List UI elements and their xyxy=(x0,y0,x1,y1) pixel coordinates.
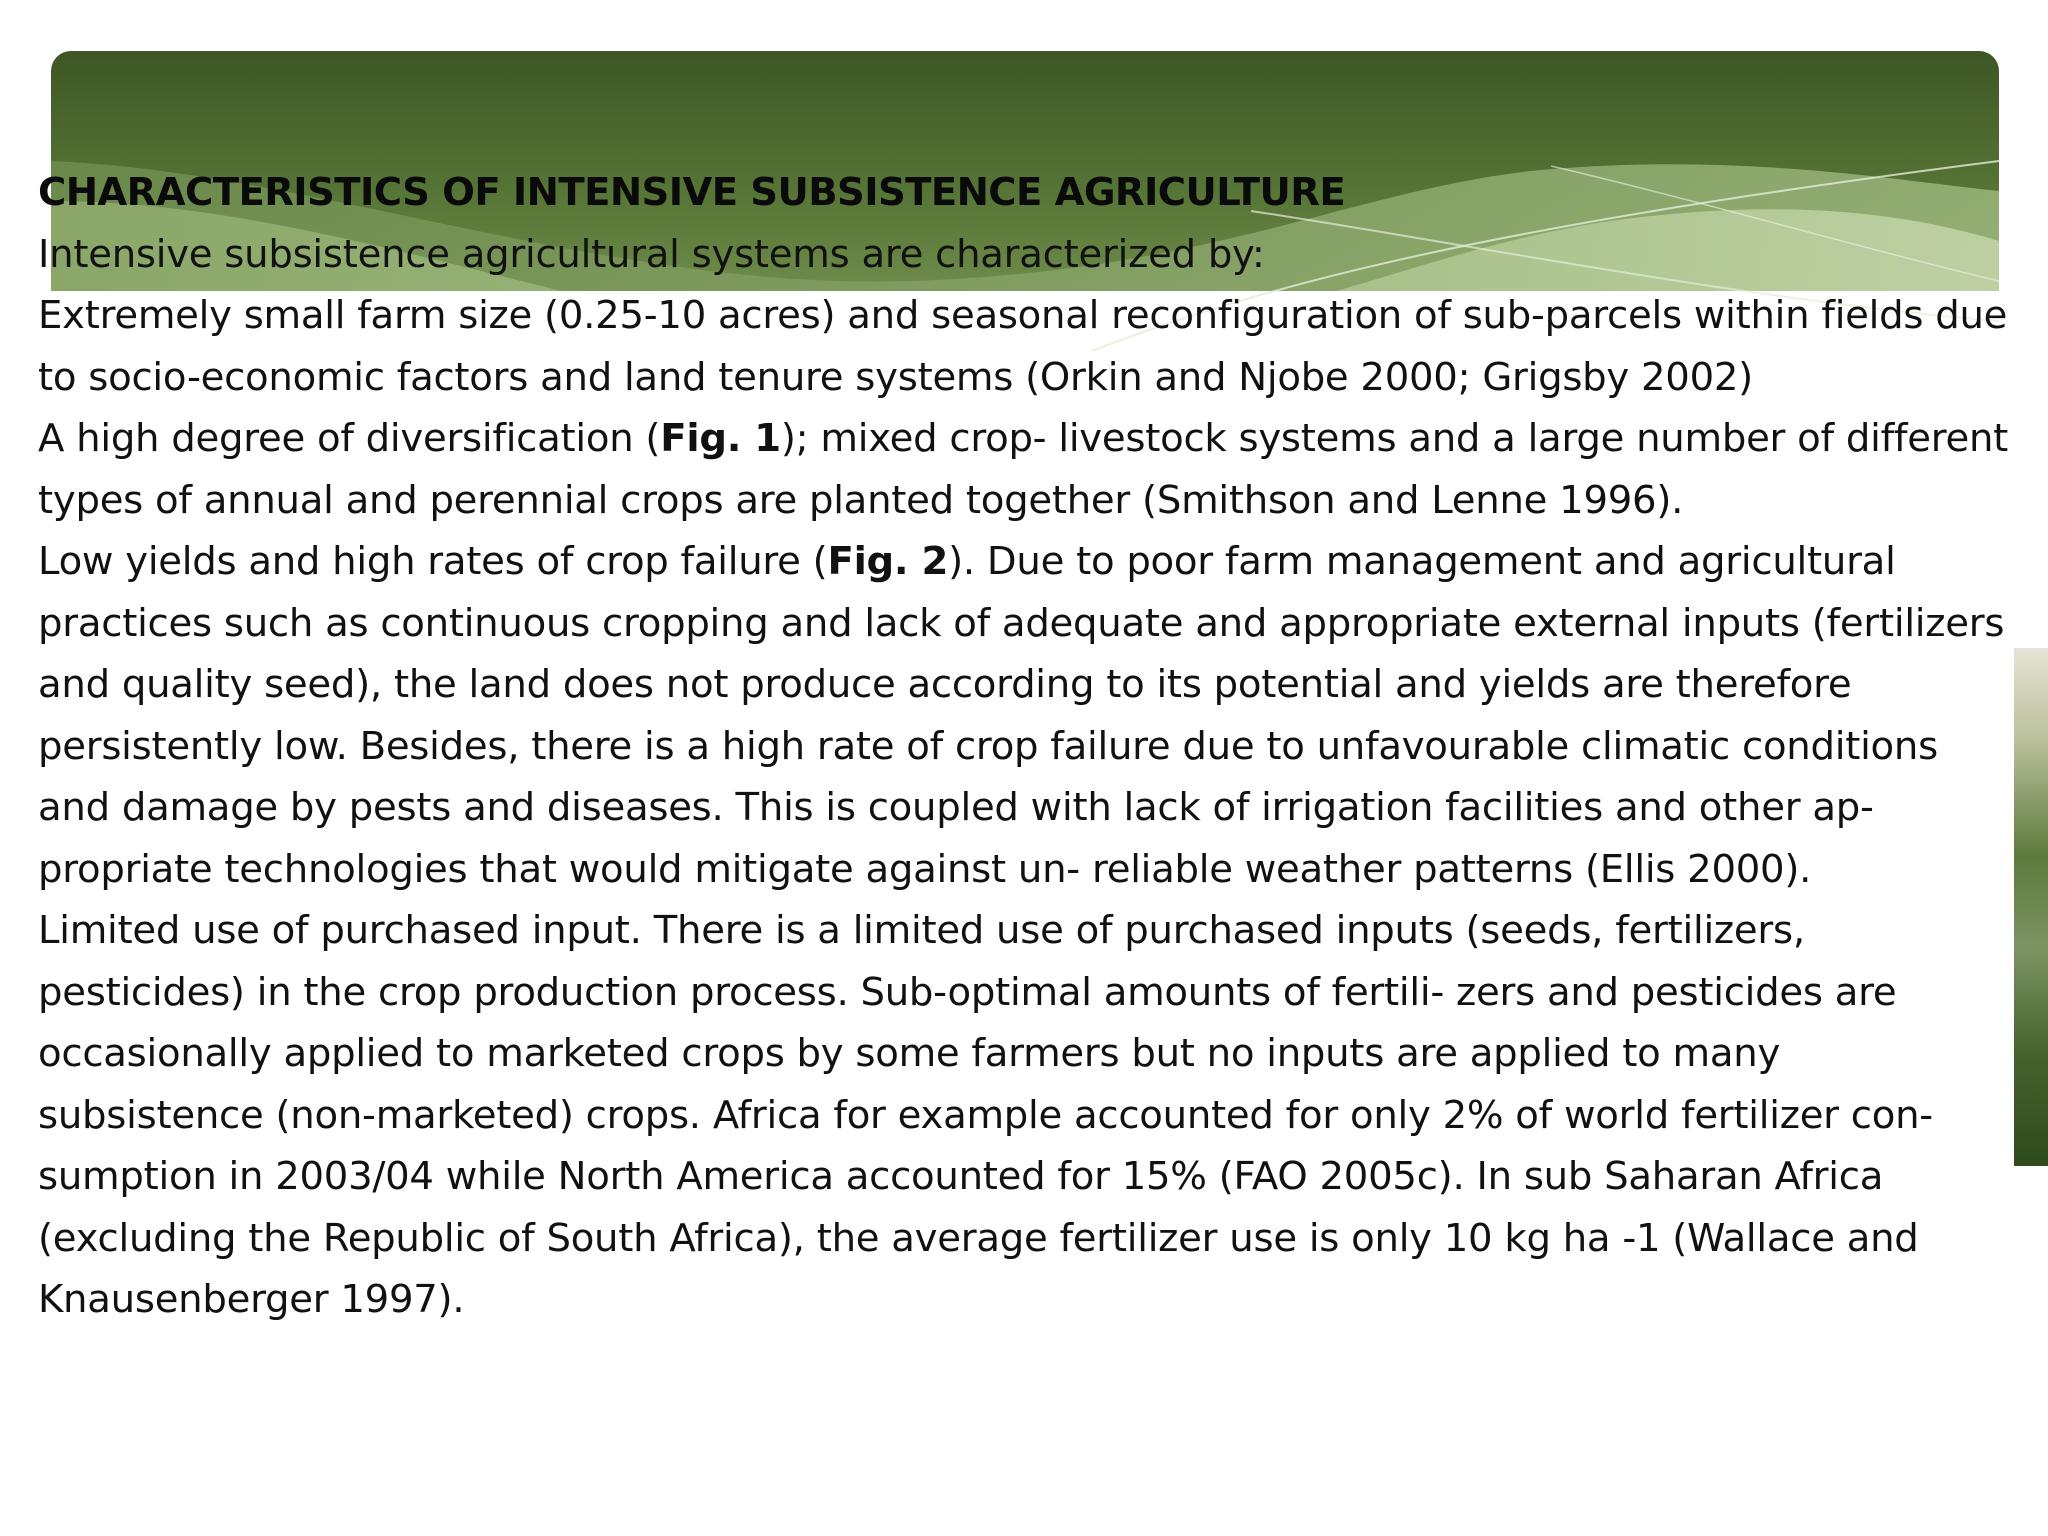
slide-title: CHARACTERISTICS OF INTENSIVE SUBSISTENCE AGRICULTURE xyxy=(38,170,1346,215)
fig-2-reference: Fig. 2 xyxy=(827,539,949,584)
paragraph-farm-size: Extremely small farm size (0.25-10 acres) and seasonal reconfiguration of sub-parcels within fields due to socio-economic factors and land tenure systems (Orkin and Njobe 2000; Grigsby 2002) xyxy=(38,293,2008,400)
paragraph-low-yields-before: Low yields and high rates of crop failure ( xyxy=(38,539,828,584)
paragraph-diversification xyxy=(38,408,2013,531)
fig-1-reference: Fig. 1 xyxy=(660,416,781,461)
paragraph-low-yields-after: ). Due to poor farm management and agricultural practices such as continuous cropping and lack of adequate and appropriate external inputs (fertilizers and quality seed), the land does not produce according to its potential and yields are therefore persistently low. Besides, there is a high rate of crop failure due to unfavourable climatic conditions and damage by pests and diseases. This is coupled with lack of irrigation facilities and other ap- propriate technologies that would mitigate against un- reliable weather patterns (Ellis 2000). xyxy=(38,539,2005,892)
slide-content xyxy=(38,162,2013,1331)
cornfield-photo-edge xyxy=(2014,648,2048,1166)
intro-text: Intensive subsistence agricultural systems are characterized by: xyxy=(38,231,1265,277)
paragraph-purchased-input: Limited use of purchased input. There is a limited use of purchased inputs (seeds, fertilizers, pesticides) in the crop production process. Sub-optimal amounts of fertili- zers and pesticides are occasionally applied to marketed crops by some farmers but no inputs are applied to many subsistence (non-marketed) crops. Africa for example accounted for only 2% of world fertilizer con- sumption in 2003/04 while North America accounted for 15% (FAO 2005c). In sub Saharan Africa (excluding the Republic of South Africa), the average fertilizer use is only 10 kg ha -1 (Wallace and Knausenberger 1997). xyxy=(38,908,1933,1322)
paragraph-low-yields xyxy=(38,531,2013,900)
paragraph-diversification-before: A high degree of diversification ( xyxy=(38,416,661,461)
paragraph-diversification-after: ); mixed crop- livestock systems and a large number of different types of annual and perennial crops are planted together (Smithson and Lenne 1996). xyxy=(38,416,2009,523)
